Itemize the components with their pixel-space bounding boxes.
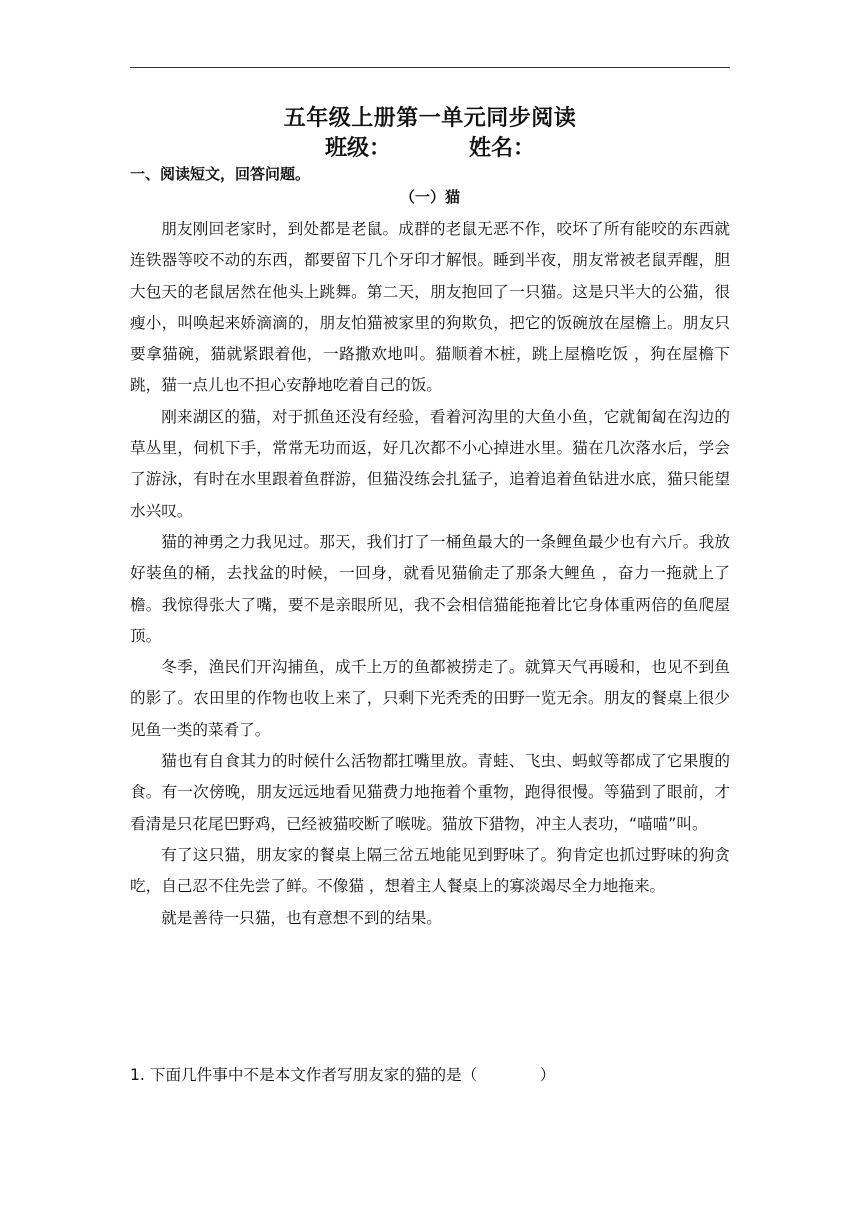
worksheet-title: 五年级上册第一单元同步阅读: [283, 106, 577, 131]
paragraph: 就是善待一只猫，也有意想不到的结果。: [161, 908, 442, 927]
header-rule: [130, 67, 730, 68]
paragraph: 有了这只猫，朋友家的餐桌上隔三岔五地能见到野味了。狗肯定也抓过野味的狗贪吃，自己忍不住先尝了鲜。不像猫 ，想着主人餐桌上的寡淡竭尽全力地拖来。: [130, 845, 730, 896]
question-number: 1.: [130, 1066, 145, 1084]
student-info-line: [130, 134, 730, 164]
paragraph: 猫的神勇之力我见过。那天，我们打了一桶鱼最大的一条鲤鱼最少也有六斤。我放好装鱼的桶，去找盆的时候，一回身，就看见猫偷走了那条大鲤鱼 ，奋力一拖就上了檐。我惊得张大了嘴，要不是亲眼所见，我不会相信猫能拖着比它身体重两倍的鱼爬屋顶。: [130, 532, 730, 645]
passage-title: （一）猫: [399, 188, 460, 206]
name-label: 姓名：: [469, 136, 536, 161]
class-label: 班级：: [324, 136, 391, 161]
question-1: [130, 1060, 730, 1091]
paragraph: 猫也有自食其力的时候什么活物都扛嘴里放。青蛙、飞虫、蚂蚁等都成了它果腹的食。有一次傍晚，朋友远远地看见猫费力地拖着个重物，跑得很慢。等猫到了眼前，才看清是只花尾巴野鸡，已经被猫咬断了喉咙。猫放下猎物，冲主人表功，“喵喵”叫。: [130, 752, 730, 833]
paragraph: 冬季，渔民们开沟捕鱼，成千上万的鱼都被捞走了。就算天气再暖和，也见不到鱼的影了。农田里的作物也收上来了，只剩下光秃秃的田野一览无余。朋友的餐桌上很少见鱼一类的菜肴了。: [130, 658, 730, 739]
paragraph: 刚来湖区的猫，对于抓鱼还没有经验，看着河沟里的大鱼小鱼，它就匍匐在沟边的草丛里，伺机下手，常常无功而返，好几次都不小心掉进水里。猫在几次落水后，学会了游泳，有时在水里跟着鱼群游，但猫没练会扎猛子，追着追着鱼钻进水底，猫只能望水兴叹。: [130, 407, 730, 520]
paragraph: 朋友刚回老家时，到处都是老鼠。成群的老鼠无恶不作，咬坏了所有能咬的东西就连铁器等咬不动的东西，都要留下几个牙印才解恨。睡到半夜，朋友常被老鼠弄醒，胆大包天的老鼠居然在他头上跳舞。第二天，朋友抱回了一只猫。这是只半大的公猫，很瘦小，叫唤起来娇滴滴的，朋友怕猫被家里的狗欺负，把它的饭碗放在屋檐上。朋友只要拿猫碗，猫就紧跟着他，一路撒欢地叫。猫顺着木桩，跳上屋檐吃饭 ，狗在屋檐下跳，猫一点儿也不担心安静地吃着自己的饭。: [130, 220, 730, 395]
question-text: 下面几件事中不是本文作者写朋友家的猫的是（ ）: [149, 1066, 556, 1084]
section-heading: 一、阅读短文，回答问题。: [130, 165, 311, 183]
passage-body: [130, 214, 730, 934]
